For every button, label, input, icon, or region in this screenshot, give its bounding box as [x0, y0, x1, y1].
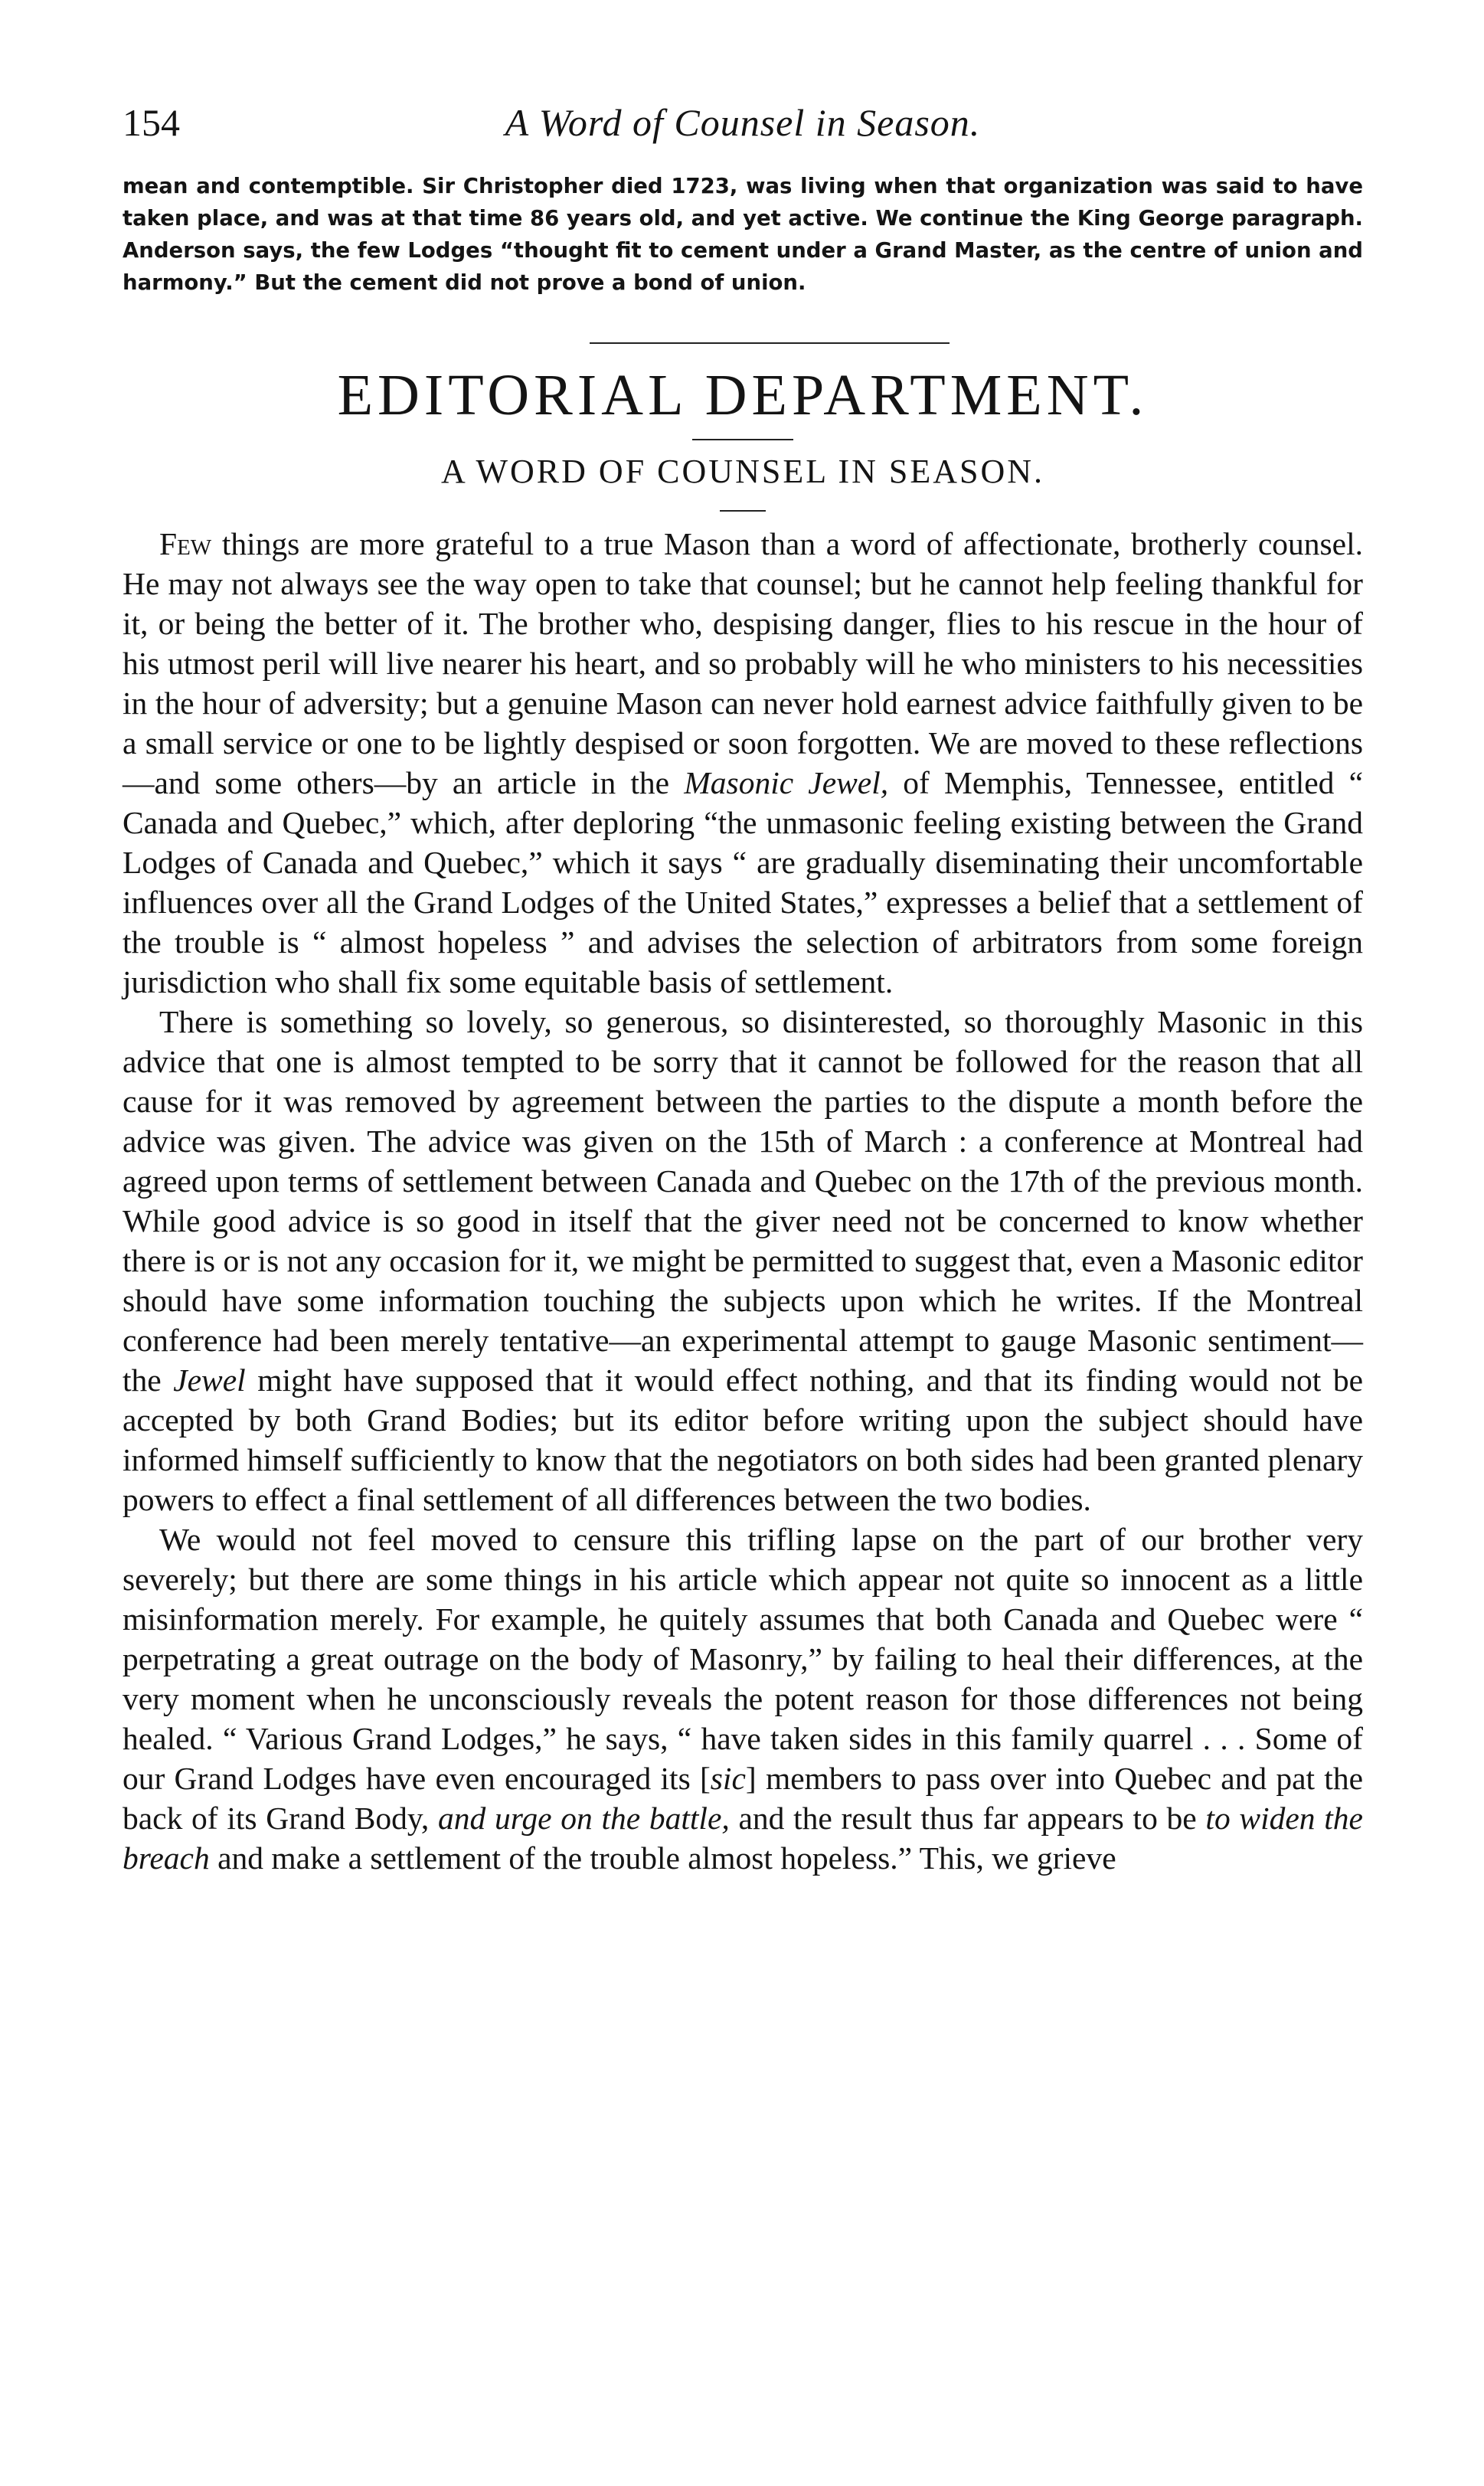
- paragraph-3-italic-battle: and urge on the battle,: [438, 1801, 730, 1836]
- article-body: [123, 524, 1363, 1878]
- running-title: A Word of Counsel in Season.: [505, 101, 981, 144]
- section-divider-rule: [590, 342, 950, 344]
- document-page: [123, 0, 1363, 2486]
- previous-article-ending: mean and contemptible. Sir Christopher died 1723, was living when that organization was said to have taken place, and was at that time 86 years old, and yet active. We continue the King George paragraph. Anderson says, the few Lodges “thought fit to cement under a Grand Master, as the centre of union and harmony.” But the cement did not prove a bond of union.: [123, 174, 1363, 295]
- heading-divider-rule: [692, 439, 793, 440]
- page-header: [123, 92, 1363, 153]
- initial-word-rest: ew: [177, 526, 212, 561]
- article-title: A WORD OF COUNSEL IN SEASON.: [440, 453, 1045, 490]
- page-number: 154: [123, 101, 180, 144]
- paragraph-1-text-b: of Memphis, Tennessee, entitled “ Canada and Quebec,” which, after deploring “the unmasonic feeling existing between the Grand Lodges of Canada and Quebec,” which it says “ are gradually diseminating their uncomfortable influences over all the Grand Lodges of the United States,” expresses a belief that a settlement of the trouble is “ almost hopeless ” and advises the selection of arbitrators from some foreign jurisdiction who shall fix some equitable basis of settlement.: [123, 765, 1363, 999]
- paragraph-3: [123, 1519, 1363, 1878]
- drop-initial: F: [159, 526, 178, 561]
- paragraph-3-text-a: We would not feel moved to censure this trifling lapse on the part of our brother very severely; but there are some things in his article which appear not quite so innocent as a little misinformation merely. For example, he quitely assumes that both Canada and Quebec were “ perpetrating a great outrage on the body of Masonry,” by failing to heal their differences, at the very moment when he unconsciously reveals the potent reason for those differences not being healed. “ Various Grand Lodges,” he says, “ have taken sides in this family quarrel . . . Some of our Grand Lodges have even encouraged its [: [123, 1522, 1363, 1796]
- paragraph-3-text-c: and the result thus far appears to be: [729, 1801, 1206, 1836]
- paragraph-3-text-d: and make a settlement of the trouble almost hopeless.” This, we grieve: [209, 1840, 1116, 1876]
- paragraph-3-italic-breach: to widen the breach: [123, 1801, 1363, 1876]
- paragraph-2-italic-jewel: Jewel: [173, 1362, 246, 1398]
- paragraph-2-text-a: There is something so lovely, so generous, so disinterested, so thoroughly Masonic in this advice that one is almost tempted to be sorry that it cannot be followed for the reason that all cause for it was removed by agreement between the parties to the dispute a month before the advice was given. The advice was given on the 15th of March : a conference at Montreal had agreed upon terms of settlement between Canada and Quebec on the 17th of the previous month. While good advice is so good in itself that the giver need not be concerned to know whether there is or is not any occasion for it, we might be permitted to suggest that, even a Masonic editor should have some information touching the subjects upon which he writes. If the Montreal conference had been merely tentative—an experimental attempt to gauge Masonic sentiment— the: [123, 1004, 1363, 1398]
- paragraph-3-text-b: ] members to pass over into Quebec and pat the back of its Grand Body,: [123, 1761, 1364, 1836]
- paragraph-2: [123, 1002, 1363, 1519]
- paragraph-1: [123, 524, 1363, 1002]
- paragraph-2-text-b: might have supposed that it would effect nothing, and that its finding would not be accepted by both Grand Bodies; but its editor before writing upon the subject should have informed himself sufficiently to know that the negotiators on both sides had been granted plenary powers to effect a final settlement of all differences between the two bodies.: [123, 1362, 1364, 1517]
- paragraph-3-italic-sic: sic: [710, 1761, 746, 1796]
- paragraph-1-italic-jewel: Masonic Jewel,: [684, 765, 889, 800]
- paragraph-1-text-a: things are more grateful to a true Mason than a word of affectionate, brotherly counsel. He may not always see the way open to take that counsel; but he cannot help feeling thankful for it, or being the better of it. The brother who, despising danger, flies to his rescue in the hour of his utmost peril will live nearer his heart, and so probably will he who ministers to his necessities in the hour of adversity; but a genuine Mason can never hold earnest advice faithfully given to be a small service or one to be lightly despised or soon forgotten. We are moved to these reflections—and some others—by an article in the: [123, 526, 1363, 800]
- title-divider-rule: [720, 510, 766, 512]
- section-heading: EDITORIAL DEPARTMENT.: [337, 363, 1149, 427]
